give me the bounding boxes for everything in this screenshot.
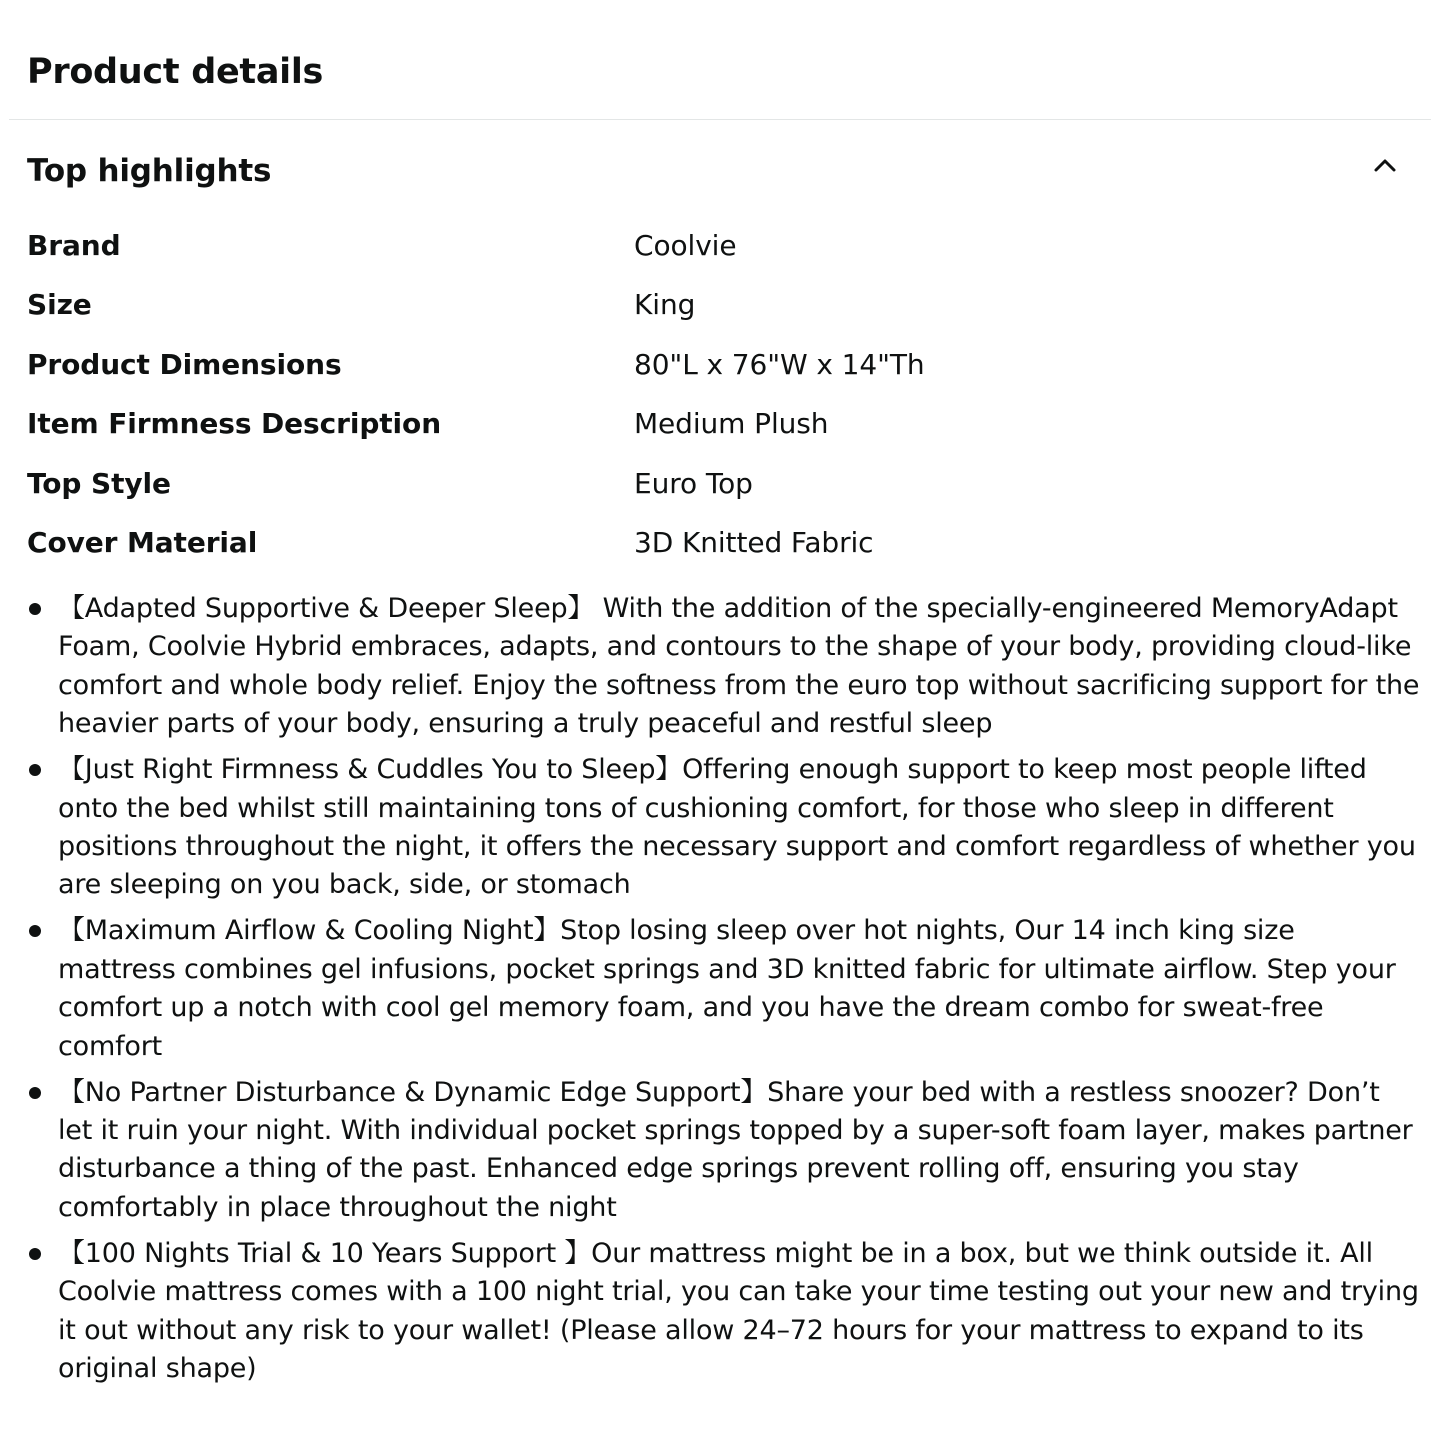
spec-value: King (634, 288, 696, 322)
feature-bullet (0, 1074, 1420, 1228)
bullet-dot-icon (29, 1087, 41, 1099)
feature-bullet (0, 590, 1420, 744)
spec-value: Coolvie (634, 229, 737, 262)
top-highlights-toggle[interactable] (0, 145, 1440, 201)
spec-row-cover-material (27, 517, 1417, 576)
spec-value: Medium Plush (634, 407, 829, 441)
bullet-dot-icon (29, 603, 41, 615)
spec-row-size (27, 279, 1417, 338)
feature-bullet (0, 1235, 1420, 1389)
feature-text: 【100 Nights Trial & 10 Years Support 】Our mattress might be in a box, but we think outside it. All Coolvie mattress comes with a 100 night trial, you can take your time testing out your new and trying it out without any risk to your wallet! (Please allow 24–72 hours for your mattress to expand to its original shape) (58, 1237, 1419, 1385)
bullet-dot-icon (29, 1248, 41, 1260)
feature-text: 【Just Right Firmness & Cuddles You to Sleep】Offering enough support to keep most people lifted onto the bed whilst still maintaining tons of cushioning comfort, for those who sleep in different positions throughout the night, it offers the necessary support and comfort regardless of whether you are sleeping on you back, side, or stomach (58, 754, 1416, 901)
header-divider (9, 119, 1431, 120)
section-title: Top highlights (27, 153, 272, 189)
spec-value: 80"L x 76"W x 14"Th (634, 347, 925, 381)
spec-table (27, 220, 1417, 576)
page-title: Product details (27, 52, 324, 92)
spec-row-top-style (27, 458, 1417, 517)
spec-row-dimensions (27, 339, 1417, 398)
spec-value: 3D Knitted Fabric (634, 525, 874, 559)
bullet-dot-icon (29, 764, 41, 776)
spec-label: Item Firmness Description (27, 407, 442, 441)
feature-bullet (0, 912, 1420, 1066)
bullet-dot-icon (29, 925, 41, 937)
feature-text: 【Adapted Supportive & Deeper Sleep】 With the addition of the specially-engineered MemoryAdapt Foam, Coolvie Hybrid embraces, adapts, and contours to the shape of your body, providing cloud-like comfort and whole body relief. Enjoy the softness from the euro top without sacrificing support for the heavier parts of your body, ensuring a truly peaceful and restful sleep (58, 593, 1420, 740)
chevron-up-icon[interactable] (1369, 149, 1401, 181)
spec-label: Size (27, 288, 92, 322)
spec-label: Brand (27, 229, 121, 262)
feature-text: 【No Partner Disturbance & Dynamic Edge Support】Share your bed with a restless snoozer? Don’t let it ruin your night. With individual pocket springs topped by a super-soft foam layer, makes partner disturbance a thing of the past. Enhanced edge springs prevent rolling off, ensuring you stay comfortably in place throughout the night (58, 1076, 1413, 1223)
spec-label: Product Dimensions (27, 347, 342, 381)
spec-row-firmness (27, 398, 1417, 457)
feature-text: 【Maximum Airflow & Cooling Night】Stop losing sleep over hot nights, Our 14 inch king size mattress combines gel infusions, pocket springs and 3D knitted fabric for ultimate airflow. Step your comfort up a notch with cool gel memory foam, and you have the dream combo for sweat-free comfort (58, 915, 1396, 1062)
spec-row-brand (27, 220, 1417, 279)
spec-value: Euro Top (634, 466, 753, 500)
feature-bullet (0, 751, 1420, 905)
spec-label: Top Style (27, 466, 171, 500)
spec-label: Cover Material (27, 525, 258, 559)
feature-bullets (0, 590, 1440, 1396)
